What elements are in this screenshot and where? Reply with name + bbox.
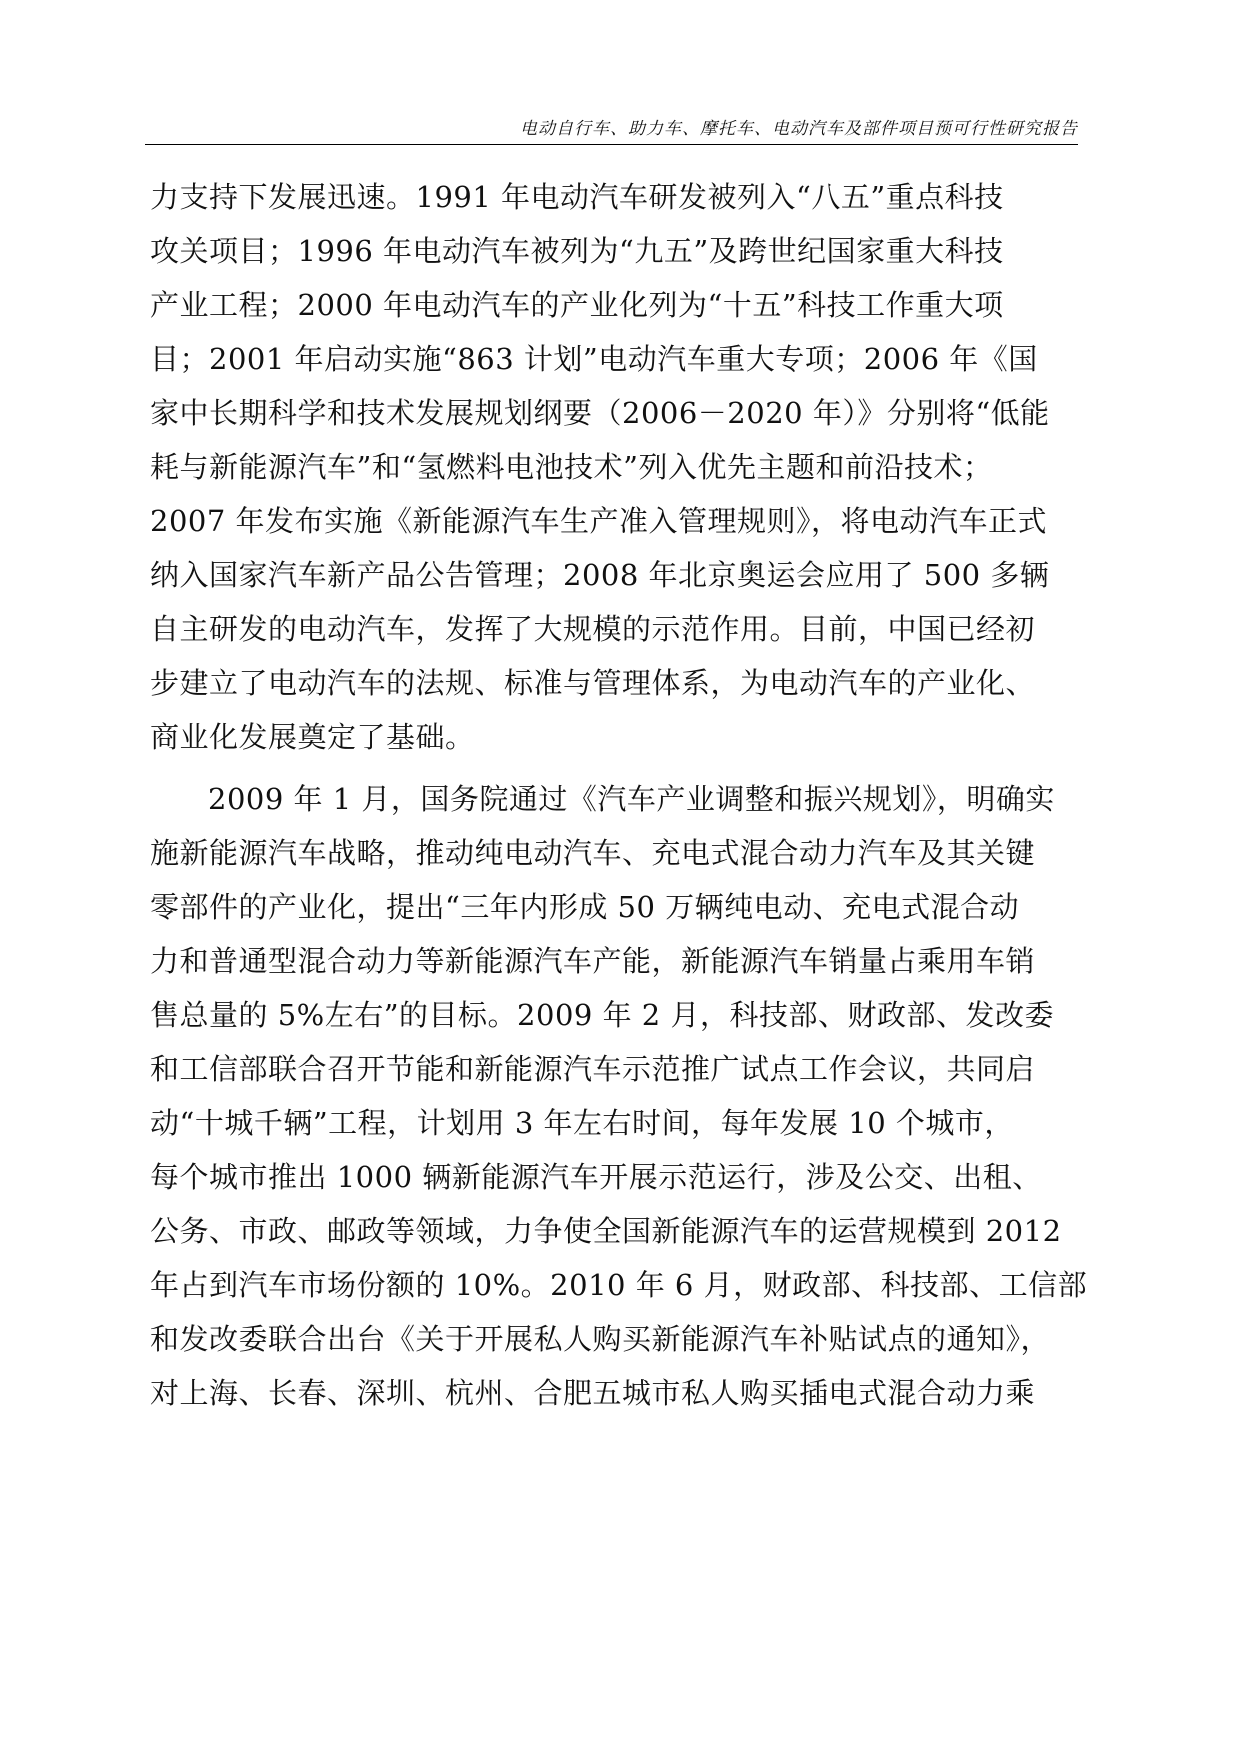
text-line: 步建立了电动汽车的法规、标准与管理体系，为电动汽车的产业化、: [150, 666, 1036, 700]
paragraph: [150, 772, 1088, 1420]
text-line: 力支持下发展迅速。1991 年电动汽车研发被列入“八五”重点科技: [150, 180, 1004, 214]
text-line: 每个城市推出 1000 辆新能源汽车开展示范运行，涉及公交、出租、: [150, 1160, 1042, 1194]
running-header-title: 电动自行车、助力车、摩托车、电动汽车及部件项目预可行性研究报告: [520, 119, 1078, 139]
text-line: 零部件的产业化，提出“三年内形成 50 万辆纯电动、充电式混合动: [150, 890, 1020, 924]
text-line: 耗与新能源汽车”和“氢燃料电池技术”列入优先主题和前沿技术；: [150, 450, 993, 484]
text-line: 动“十城千辆”工程，计划用 3 年左右时间，每年发展 10 个城市，: [150, 1106, 1014, 1140]
text-line: 公务、市政、邮政等领域，力争使全国新能源汽车的运营规模到 2012: [150, 1214, 1062, 1248]
text-line: 年占到汽车市场份额的 10%。2010 年 6 月，财政部、科技部、工信部: [150, 1268, 1088, 1302]
text-line: 攻关项目；1996 年电动汽车被列为“九五”及跨世纪国家重大科技: [150, 234, 1004, 268]
body-text: [150, 170, 1088, 1420]
text-line: 商业化发展奠定了基础。: [150, 720, 475, 754]
text-line: 产业工程；2000 年电动汽车的产业化列为“十五”科技工作重大项: [150, 288, 1004, 322]
text-line: 2009 年 1 月，国务院通过《汽车产业调整和振兴规划》，明确实: [208, 782, 1055, 816]
text-line: 目；2001 年启动实施“863 计划”电动汽车重大专项；2006 年《国: [150, 342, 1038, 376]
text-line: 纳入国家汽车新产品公告管理；2008 年北京奥运会应用了 500 多辆: [150, 558, 1050, 592]
text-line: 对上海、长春、深圳、杭州、合肥五城市私人购买插电式混合动力乘: [150, 1376, 1036, 1410]
text-line: 和发改委联合出台《关于开展私人购买新能源汽车补贴试点的通知》，: [150, 1322, 1051, 1356]
running-header: [145, 108, 1078, 145]
text-line: 和工信部联合召开节能和新能源汽车示范推广试点工作会议，共同启: [150, 1052, 1036, 1086]
text-line: 2007 年发布实施《新能源汽车生产准入管理规则》，将电动汽车正式: [150, 504, 1048, 538]
text-line: 自主研发的电动汽车，发挥了大规模的示范作用。目前，中国已经初: [150, 612, 1036, 646]
text-line: 力和普通型混合动力等新能源汽车产能，新能源汽车销量占乘用车销: [150, 944, 1036, 978]
paragraph: [150, 170, 1078, 764]
text-line: 售总量的 5%左右”的目标。2009 年 2 月，科技部、财政部、发改委: [150, 998, 1054, 1032]
text-line: 家中长期科学和技术发展规划纲要（2006－2020 年）》分别将“低能: [150, 396, 1050, 430]
text-line: 施新能源汽车战略，推动纯电动汽车、充电式混合动力汽车及其关键: [150, 836, 1036, 870]
